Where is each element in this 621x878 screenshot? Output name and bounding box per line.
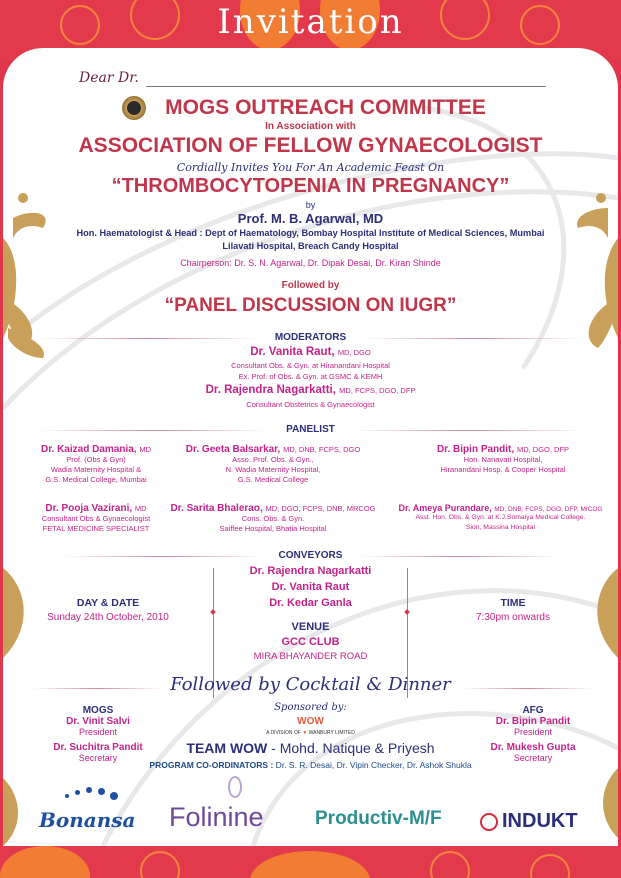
- panelist-name: Dr. Bipin Pandit,: [436, 444, 515, 455]
- invitation-title: Invitation: [217, 2, 404, 42]
- team-wow-bold: TEAM WOW: [186, 740, 268, 756]
- chairperson: Chairperson: Dr. S. N. Agarwal, Dr. Dipak Desai, Dr. Kiran Shinde: [180, 258, 441, 268]
- mogs-secretary: Dr. Suchitra Pandit: [53, 742, 143, 753]
- ornament: [430, 851, 470, 878]
- wow-logo: WOW: [297, 716, 324, 727]
- moderator-detail: Consultant Obstetrics & Gynaecologist: [246, 400, 375, 409]
- panelist-card: [11, 444, 181, 485]
- company-name: WANBURY LIMITED: [308, 730, 355, 736]
- association-prefix: In Association with: [265, 121, 356, 132]
- moderator-name-text: Dr. Rajendra Nagarkatti,: [205, 384, 336, 396]
- ornament: [140, 851, 180, 878]
- invitation-card: [3, 48, 618, 846]
- afg-president: Dr. Bipin Pandit: [495, 716, 571, 727]
- afg-secretary-role: Secretary: [513, 753, 553, 763]
- panelist-detail: Wadia Maternity Hospital &: [50, 465, 142, 474]
- panelist-name: Dr. Kaizad Damania,: [40, 444, 137, 455]
- moderator-quals: MD, DGO: [337, 348, 371, 357]
- panelist-detail: Prof. (Obs & Gyn): [66, 455, 126, 464]
- mogs-president: Dr. Vinit Salvi: [66, 716, 130, 727]
- venue-address: MIRA BHAYANDER ROAD: [253, 651, 368, 662]
- panelist-name: Dr. Geeta Balsarkar,: [185, 444, 281, 455]
- conveyor-name: Dr. Rajendra Nagarkatti: [249, 565, 372, 577]
- organizer: MOGS OUTREACH COMMITTEE: [165, 96, 486, 119]
- coordinators-names: Dr. S. R. Desai, Dr. Vipin Checker, Dr. Ashok Shukla: [273, 760, 472, 770]
- panelist-quals: MD, DGO, FCPS, DNB, MRCOG: [265, 504, 376, 513]
- coordinators-label: PROGRAM CO-ORDINATORS :: [149, 760, 274, 770]
- panelist-detail: Asst. Hon. Obs. & Gyn. at K.J.Somaiya Medical College.: [415, 514, 586, 521]
- panelist-detail: Sion, Massina Hospital: [465, 524, 536, 531]
- mogs-president-role: President: [78, 727, 118, 737]
- panelist-card: [173, 444, 373, 485]
- indukt-icon: [480, 813, 498, 831]
- time-value: 7:30pm onwards: [476, 612, 550, 623]
- conveyor-name: Dr. Kedar Ganla: [269, 597, 352, 609]
- panelist-detail: Cons. Obs. & Gyn.: [241, 514, 305, 523]
- moderator-name: [3, 384, 618, 396]
- moderator-quals: MD, FCPS, DGO, DFP: [339, 386, 416, 395]
- greeting: Dear Dr.: [79, 70, 139, 86]
- panelist-card: [388, 503, 613, 533]
- cocktail-dinner: Followed by Cocktail & Dinner: [170, 674, 451, 695]
- panelist-quals: MD, DGO, DFP: [516, 445, 570, 454]
- panelist-detail: Hiranandani Hosp. & Cooper Hospital: [440, 465, 566, 474]
- association-name: ASSOCIATION OF FELLOW GYNAECOLOGIST: [78, 134, 543, 157]
- panelist-detail: Asso. Prof. Obs. & Gyn.,: [232, 455, 314, 464]
- panelist-quals: MD, DNB, FCPS, DGO, DFP, MICOG: [494, 506, 603, 513]
- footer-banner: [0, 846, 621, 878]
- name-fill-line: [146, 86, 546, 87]
- panelist-detail: Hon. Nanavati Hospital,: [463, 455, 543, 464]
- speaker-affiliation-1: Hon. Haematologist & Head : Dept of Haematology, Bombay Hospital Institute of Medical Sciences, Mumbai: [76, 228, 545, 238]
- sponsored-by-label: Sponsored by:: [274, 702, 347, 713]
- ornament: [530, 854, 570, 878]
- conveyors-heading: CONVEYORS: [278, 550, 343, 561]
- panelist-detail: N. Wadia Maternity Hospital,: [225, 465, 321, 474]
- time-label: TIME: [500, 597, 526, 609]
- program-coordinators: [3, 760, 618, 770]
- panelist-detail: G.S. Medical College: [237, 475, 309, 484]
- panel-title: “PANEL DISCUSSION ON IUGR”: [164, 295, 457, 316]
- ornament: [0, 846, 90, 878]
- day-date-value: Sunday 24th October, 2010: [47, 612, 169, 623]
- brand-bonansa: Bonansa: [39, 808, 136, 832]
- afg-secretary: Dr. Mukesh Gupta: [490, 742, 576, 753]
- folinine-swirl-icon: [228, 776, 242, 798]
- moderators-heading: MODERATORS: [274, 332, 347, 343]
- venue-label: VENUE: [291, 621, 330, 633]
- team-wow: [3, 740, 618, 756]
- speaker-name: Prof. M. B. Agarwal, MD: [237, 211, 384, 226]
- ornament: [250, 851, 370, 878]
- afg-president-role: President: [513, 727, 553, 737]
- lecture-topic: “THROMBOCYTOPENIA IN PREGNANCY”: [111, 175, 510, 197]
- brand-folinine: Folinine: [169, 802, 264, 832]
- panelist-card: [11, 503, 181, 534]
- team-wow-names: - Mohd. Natique & Priyesh: [267, 740, 435, 756]
- conveyor-name: Dr. Vanita Raut: [271, 581, 350, 593]
- panelist-quals: MD, DNB, FCPS, DGO: [283, 445, 361, 454]
- panelist-name: Dr. Ameya Purandare,: [398, 503, 492, 513]
- speaker-affiliation-2: Lilavati Hospital, Breach Candy Hospital: [222, 241, 399, 251]
- venue-name: GCC CLUB: [281, 636, 340, 648]
- panelist-quals: MD: [134, 504, 147, 513]
- panelist-card: [403, 444, 603, 475]
- moderator-name-text: Dr. Vanita Raut,: [250, 346, 335, 358]
- brand-indukt: INDUKT: [502, 810, 578, 832]
- moderator-name: [3, 346, 618, 358]
- panelist-name: Dr. Sarita Bhalerao,: [170, 503, 263, 514]
- wanbury-icon: ▼: [302, 730, 308, 736]
- by-label: by: [305, 200, 316, 210]
- panelist-detail: Saiffee Hospital, Bhatia Hospital: [219, 524, 327, 533]
- mogs-secretary-role: Secretary: [78, 753, 118, 763]
- followed-by: Followed by: [281, 280, 340, 291]
- panelist-card: [163, 503, 383, 534]
- panelist-detail: FETAL MEDICINE SPECIALIST: [42, 524, 150, 533]
- day-date-label: DAY & DATE: [76, 597, 140, 609]
- panelist-name: Dr. Pooja Vazirani,: [45, 503, 133, 514]
- moderator-detail: Consultant Obs. & Gyn. at Hiranandani Hospital: [231, 361, 390, 370]
- panelist-detail: G.S. Medical College, Mumbai: [45, 475, 147, 484]
- brand-productiv: Productiv-M/F: [315, 808, 442, 829]
- division-text: A DIVISION OF: [266, 730, 301, 736]
- sponsor-division: [3, 730, 618, 736]
- panelist-quals: MD: [139, 445, 152, 454]
- mogs-heading: MOGS: [82, 705, 114, 716]
- afg-heading: AFG: [522, 705, 544, 716]
- panelist-detail: Consultant Obs & Gynaecologist: [41, 514, 151, 523]
- moderator-detail: Ex. Prof. of Obs. & Gyn. at GSMC & KEMH: [238, 372, 383, 381]
- panelist-heading: PANELIST: [286, 424, 335, 435]
- invite-line: Cordially Invites You For An Academic Feast On: [176, 161, 445, 174]
